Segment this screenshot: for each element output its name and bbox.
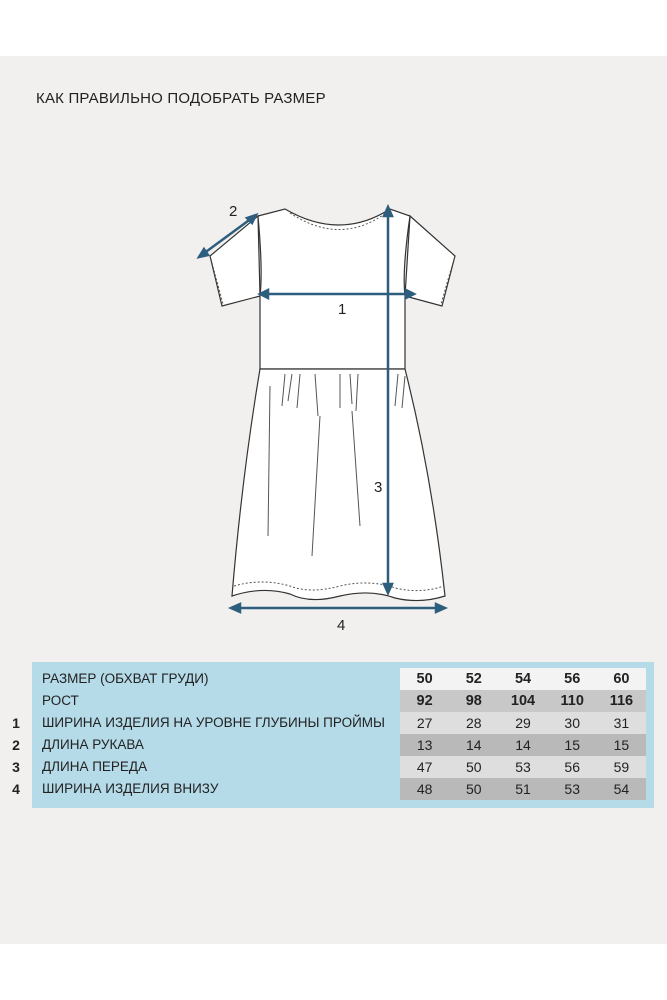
row-label: ШИРИНА ИЗДЕЛИЯ ВНИЗУ [42, 781, 219, 796]
label-1: 1 [338, 301, 347, 318]
dress-outline [210, 209, 455, 601]
table-cell: 28 [449, 712, 498, 734]
row-values [400, 668, 646, 690]
row-label: ШИРИНА ИЗДЕЛИЯ НА УРОВНЕ ГЛУБИНЫ ПРОЙМЫ [42, 715, 385, 730]
table-cell: 60 [597, 668, 646, 690]
table-cell: 53 [498, 756, 547, 778]
table-row [32, 690, 654, 712]
table-cell: 51 [498, 778, 547, 800]
table-cell: 54 [498, 668, 547, 690]
table-cell: 92 [400, 690, 449, 712]
row-index: 1 [12, 715, 20, 731]
table-row [12, 778, 654, 800]
row-values [400, 690, 646, 712]
table-cell: 13 [400, 734, 449, 756]
table-cell: 116 [597, 690, 646, 712]
table-cell: 27 [400, 712, 449, 734]
table-cell: 48 [400, 778, 449, 800]
row-values [400, 734, 646, 756]
table-cell: 53 [548, 778, 597, 800]
table-cell: 54 [597, 778, 646, 800]
table-cell: 50 [449, 778, 498, 800]
table-row [12, 712, 654, 734]
row-values [400, 756, 646, 778]
table-cell: 110 [548, 690, 597, 712]
table-cell: 29 [498, 712, 547, 734]
table-cell: 31 [597, 712, 646, 734]
table-cell: 59 [597, 756, 646, 778]
table-cell: 56 [548, 756, 597, 778]
row-label: ДЛИНА ПЕРЕДА [42, 759, 148, 774]
table-cell: 30 [548, 712, 597, 734]
table-row [12, 734, 654, 756]
row-values [400, 778, 646, 800]
row-label: ДЛИНА РУКАВА [42, 737, 144, 752]
table-row [32, 668, 654, 690]
row-values [400, 712, 646, 734]
table-cell: 50 [400, 668, 449, 690]
table-cell: 47 [400, 756, 449, 778]
size-table [12, 662, 654, 808]
table-cell: 104 [498, 690, 547, 712]
label-3: 3 [374, 479, 383, 496]
dress-diagram [0, 56, 667, 656]
label-2: 2 [229, 203, 238, 220]
label-4: 4 [337, 617, 346, 634]
table-cell: 56 [548, 668, 597, 690]
row-index: 3 [12, 759, 20, 775]
row-label: РОСТ [42, 693, 79, 708]
table-cell: 50 [449, 756, 498, 778]
row-index: 4 [12, 781, 20, 797]
table-cell: 15 [597, 734, 646, 756]
row-index: 2 [12, 737, 20, 753]
table-cell: 14 [449, 734, 498, 756]
table-cell: 98 [449, 690, 498, 712]
table-cell: 14 [498, 734, 547, 756]
row-label: РАЗМЕР (ОБХВАТ ГРУДИ) [42, 671, 209, 686]
size-guide-panel [0, 56, 667, 944]
table-cell: 52 [449, 668, 498, 690]
table-row [12, 756, 654, 778]
page-title: КАК ПРАВИЛЬНО ПОДОБРАТЬ РАЗМЕР [36, 90, 326, 107]
table-cell: 15 [548, 734, 597, 756]
